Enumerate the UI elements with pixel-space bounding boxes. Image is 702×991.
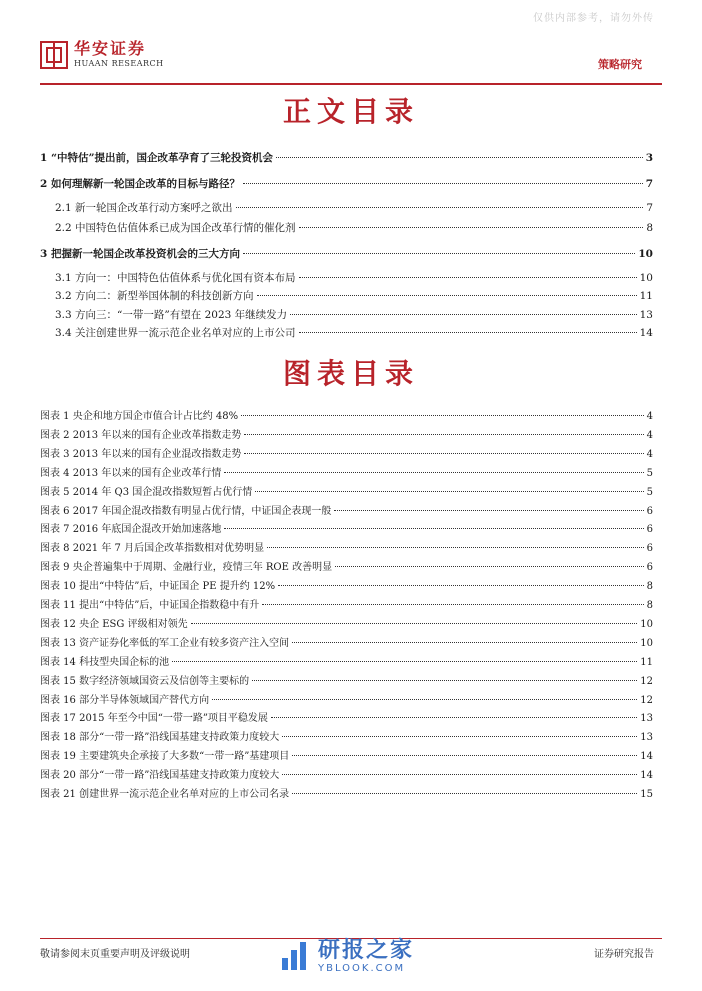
leader-dots [212,699,637,700]
figure-entry[interactable] [40,634,653,648]
toc-entry[interactable] [40,176,653,190]
toc-entry[interactable] [55,325,653,339]
figure-entry-page: 10 [640,637,653,649]
figure-entry-page: 14 [640,770,653,782]
figure-entry[interactable] [40,615,653,629]
toc-entry-page: 8 [646,222,653,234]
figure-entry[interactable] [40,653,653,667]
figure-entry[interactable] [40,426,653,440]
figure-entry-title: 图表 3 2013 年以来的国有企业混改指数走势 [40,448,242,460]
figure-entry-page: 6 [646,524,653,536]
figure-entry-title: 图表 2 2013 年以来的国有企业改革指数走势 [40,429,242,441]
figure-entry[interactable] [40,577,653,591]
figure-entry-page: 10 [640,618,653,630]
figure-entry-page: 4 [646,448,653,460]
leader-dots [252,680,637,681]
figure-entry[interactable] [40,445,653,459]
logo [40,40,164,70]
header-divider [40,83,662,85]
figure-entry[interactable] [40,596,653,610]
figure-entry-title: 图表 4 2013 年以来的国有企业改革行情 [40,467,222,479]
toc-entry-page: 13 [639,309,653,321]
logo-cn: 华安证券 [74,39,147,58]
leader-dots [292,755,637,756]
figure-entry-page: 6 [646,505,653,517]
figure-entry-page: 4 [646,411,653,422]
toc-entry-title: 3.3 方向三：“一带一路”有望在 2023 年继续发力 [55,309,288,321]
figure-entry-title: 图表 6 2017 年国企混改指数有明显占优行情，中证国企表现一般 [40,505,332,517]
figure-entry-title: 图表 14 科技型央国企标的池 [40,656,170,668]
figure-entry-page: 13 [640,713,653,725]
toc-entry-page: 7 [645,178,653,190]
leader-dots [335,566,644,567]
toc-entry-title: 3.1 方向一：中国特色估值体系与优化国有资本布局 [55,272,296,284]
figure-entry-title: 图表 18 部分“一带一路”沿线国基建支持政策力度较大 [40,732,280,744]
figure-entry-page: 12 [640,694,653,706]
leader-dots [292,793,637,794]
figure-entry-title: 图表 17 2015 年至今中国“一带一路”项目平稳发展 [40,713,268,725]
figure-entry-page: 13 [640,732,653,744]
figure-entry-page: 15 [640,789,653,800]
leader-dots [334,510,643,511]
figure-entry[interactable] [40,558,653,572]
figure-entry-page: 8 [646,600,653,611]
leader-dots [282,774,637,775]
figure-entry[interactable] [40,502,653,516]
logo-icon [40,41,68,69]
leader-dots [276,157,643,158]
footer-report-type: 证券研究报告 [594,949,654,960]
figure-entry-title: 图表 15 数字经济领域国资云及信创等主要标的 [40,675,250,687]
toc-entry-page: 11 [639,290,653,302]
leader-dots [244,434,643,435]
leader-dots [224,472,643,473]
figure-entry-title: 图表 10 提出“中特估”后，中证国企 PE 提升约 12% [40,581,276,593]
leader-dots [299,227,644,228]
leader-dots [278,585,644,586]
toc-entry[interactable] [55,200,653,214]
figure-entry[interactable] [40,766,653,780]
leader-dots [299,277,637,278]
figure-entry[interactable] [40,785,653,799]
toc-entry[interactable] [40,246,653,260]
leader-dots [282,736,637,737]
report-category: 策略研究 [598,58,642,71]
toc-entry-title: 3.2 方向二：新型举国体制的科技创新方向 [55,290,254,302]
figure-entry[interactable] [40,672,653,686]
figure-entry[interactable] [40,464,653,478]
toc-entry-page: 7 [646,202,653,214]
figure-entry-page: 6 [646,562,653,574]
toc-entry-page: 10 [639,272,653,284]
leader-dots [244,453,643,454]
figure-entry-title: 图表 1 央企和地方国企市值合计占比约 48% [40,411,239,422]
leader-dots [267,547,644,548]
toc-entry[interactable] [55,288,653,302]
figure-entry[interactable] [40,709,653,723]
leader-dots [243,253,635,254]
toc-entry[interactable] [55,270,653,284]
brand-cn: 研报之家 [318,937,415,963]
figure-entry[interactable] [40,483,653,497]
figure-entry-page: 11 [640,656,653,668]
leader-dots [241,415,644,416]
leader-dots [224,528,643,529]
brand-en: YBLOOK.COM [318,962,406,974]
toc-entry-page: 3 [645,152,653,164]
figure-entry-page: 6 [646,543,653,555]
figure-entry-page: 8 [646,581,653,593]
leader-dots [243,183,643,184]
figure-entry-page: 5 [646,486,653,498]
figure-entry-page: 4 [646,429,653,441]
leader-dots [257,295,637,296]
toc-entry-page: 14 [639,327,653,339]
toc-entry[interactable] [55,220,653,234]
figure-entry-title: 图表 8 2021 年 7 月后国企改革指数相对优势明显 [40,543,265,555]
page-header [40,40,662,86]
figure-entry-title: 图表 7 2016 年底国企混改开始加速落地 [40,524,222,536]
toc-entry[interactable] [55,307,653,321]
figure-entry-title: 图表 16 部分半导体领域国产替代方向 [40,694,210,706]
leader-dots [172,661,637,662]
figure-entry[interactable] [40,520,653,534]
figure-entry[interactable] [40,407,653,421]
leader-dots [255,491,643,492]
leader-dots [236,207,644,208]
toc-entry-title: 3 把握新一轮国企改革投资机会的三大方向 [40,248,240,260]
leader-dots [292,642,637,643]
figure-entry[interactable] [40,691,653,705]
figure-entry-title: 图表 9 央企普遍集中于周期、金融行业，疫情三年 ROE 改善明显 [40,562,333,574]
figure-entry-title: 图表 20 部分“一带一路”沿线国基建支持政策力度较大 [40,770,280,782]
figure-entry[interactable] [40,728,653,742]
figure-entry-title: 图表 13 资产证券化率低的军工企业有较多资产注入空间 [40,637,290,649]
figure-entry-page: 14 [640,751,653,763]
leader-dots [290,314,636,315]
toc-entry-title: 2 如何理解新一轮国企改革的目标与路径？ [40,178,240,190]
figure-entry[interactable] [40,747,653,761]
watermark: 仅供内部参考，请勿外传 [533,13,654,24]
figure-entry-title: 图表 19 主要建筑央企承接了大多数“一带一路”基建项目 [40,751,290,763]
figure-entry-page: 5 [646,467,653,479]
figure-entry-page: 12 [640,675,653,687]
toc-entry[interactable] [40,150,653,164]
figure-entry[interactable] [40,539,653,553]
toc-entry-title: 1 “中特估”提出前，国企改革孕育了三轮投资机会 [40,152,274,164]
toc-entry-title: 2.2 中国特色估值体系已成为国企改革行情的催化剂 [55,222,296,234]
leader-dots [299,332,637,333]
leader-dots [262,604,643,605]
leader-dots [271,717,637,718]
toc-entry-title: 3.4 关注创建世界一流示范企业名单对应的上市公司 [55,327,296,339]
toc-title: 正文目录 [282,95,419,128]
figures-title: 图表目录 [282,357,419,390]
figure-entry-title: 图表 21 创建世界一流示范企业名单对应的上市公司名录 [40,789,290,800]
leader-dots [191,623,638,624]
yblook-logo [278,938,414,974]
toc-entry-page: 10 [638,248,653,260]
figure-entry-title: 图表 11 提出“中特估”后，中证国企指数稳中有升 [40,600,260,611]
figure-entry-title: 图表 5 2014 年 Q3 国企混改指数短暂占优行情 [40,486,253,498]
toc-entry-title: 2.1 新一轮国企改革行动方案呼之欲出 [55,202,233,214]
footer-disclaimer: 敬请参阅末页重要声明及评级说明 [40,949,190,960]
bar-chart-icon [278,938,314,974]
figure-entry-title: 图表 12 央企 ESG 评级相对领先 [40,618,188,630]
logo-en: HUAAN RESEARCH [74,59,164,68]
